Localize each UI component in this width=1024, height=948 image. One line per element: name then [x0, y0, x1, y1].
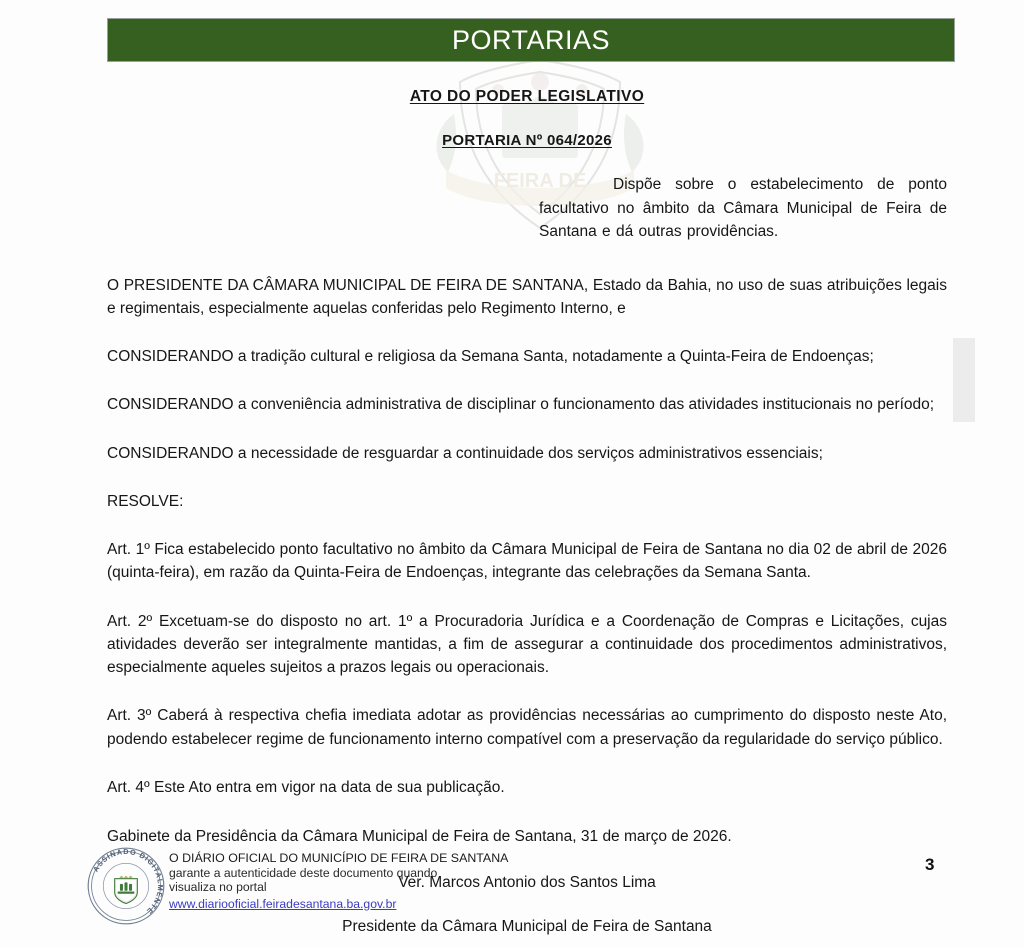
signatory-title: Presidente da Câmara Municipal de Feira de Santana	[342, 918, 712, 936]
footer-portal-link[interactable]: www.diariooficial.feiradesantana.ba.gov.br	[169, 896, 397, 911]
document-heading	[107, 88, 947, 106]
paragraph-art-3: Art. 3º Caberá à respectiva chefia imediata adotar as providências necessárias ao cumprimento do disposto neste Ato, podendo estabelecer regime de funcionamento interno compatível com a preservação da regularidade do serviço público.	[107, 707, 947, 748]
paragraph-art-4: Art. 4º Este Ato entra em vigor na data de sua publicação.	[107, 778, 505, 796]
ementa-block: Dispõe sobre o estabelecimento de ponto facultativo no âmbito da Câmara Municipal de Feira de Santana e dá outras providências.	[539, 176, 947, 241]
signatory-name: Ver. Marcos Antonio dos Santos Lima	[398, 874, 656, 892]
scan-artifact-band	[953, 338, 975, 422]
paragraph-considerando-3: CONSIDERANDO a necessidade de resguardar a continuidade dos serviços administrativos essenciais;	[107, 444, 823, 462]
paragraph-art-1: Art. 1º Fica estabelecido ponto facultativo no âmbito da Câmara Municipal de Feira de Santana no dia 02 de abril de 2026 (quinta-feira), em razão da Quinta-Feira de Endoenças, integrante das celebrações da Semana Santa.	[107, 541, 947, 582]
closing-location-date: Gabinete da Presidência da Câmara Municipal de Feira de Santana, 31 de março de 2026.	[107, 828, 732, 846]
paragraph-considerando-2: CONSIDERANDO a conveniência administrativa de disciplinar o funcionamento das atividades institucionais no período;	[107, 396, 935, 414]
watermark-banner-text: FEIRA DE	[493, 170, 587, 192]
paragraph-art-2: Art. 2º Excetuam-se do disposto no art. 1º a Procuradoria Jurídica e a Coordenação de Compras e Licitações, cujas atividades deverão ser integralmente mantidas, a fim de assegurar a continuidade dos procedimentos administrativos, especialmente aqueles sujeitos a prazos legais ou operacionais.	[107, 612, 947, 677]
footer-line-2: garante a autenticidade deste documento quando	[169, 865, 438, 880]
document-subheading	[107, 132, 947, 149]
paragraph-considerando-1: CONSIDERANDO a tradição cultural e religiosa da Semana Santa, notadamente a Quinta-Feira de Endoenças;	[107, 348, 874, 366]
section-banner	[107, 18, 955, 62]
document-heading-text: ATO DO PODER LEGISLATIVO	[409, 88, 645, 105]
footer-line-3: visualiza no portal	[169, 880, 267, 895]
page-number: 3	[925, 855, 935, 874]
paragraph-resolve: RESOLVE:	[107, 492, 184, 510]
paragraph-preamble: O PRESIDENTE DA CÂMARA MUNICIPAL DE FEIRA DE SANTANA, Estado da Bahia, no uso de suas atribuições legais e regimentais, especialmente aquelas conferidas pelo Regimento Interno, e	[107, 276, 947, 317]
document-content	[107, 78, 947, 936]
document-subheading-text: PORTARIA Nº 064/2026	[442, 132, 612, 149]
svg-text:ASSINADO DIGITALMENTE: ASSINADO DIGITALMENTE	[90, 847, 166, 917]
section-banner-title: PORTARIAS	[451, 24, 611, 55]
footer-line-1: O DIÁRIO OFICIAL DO MUNICÍPIO DE FEIRA DE SANTANA	[169, 851, 509, 865]
